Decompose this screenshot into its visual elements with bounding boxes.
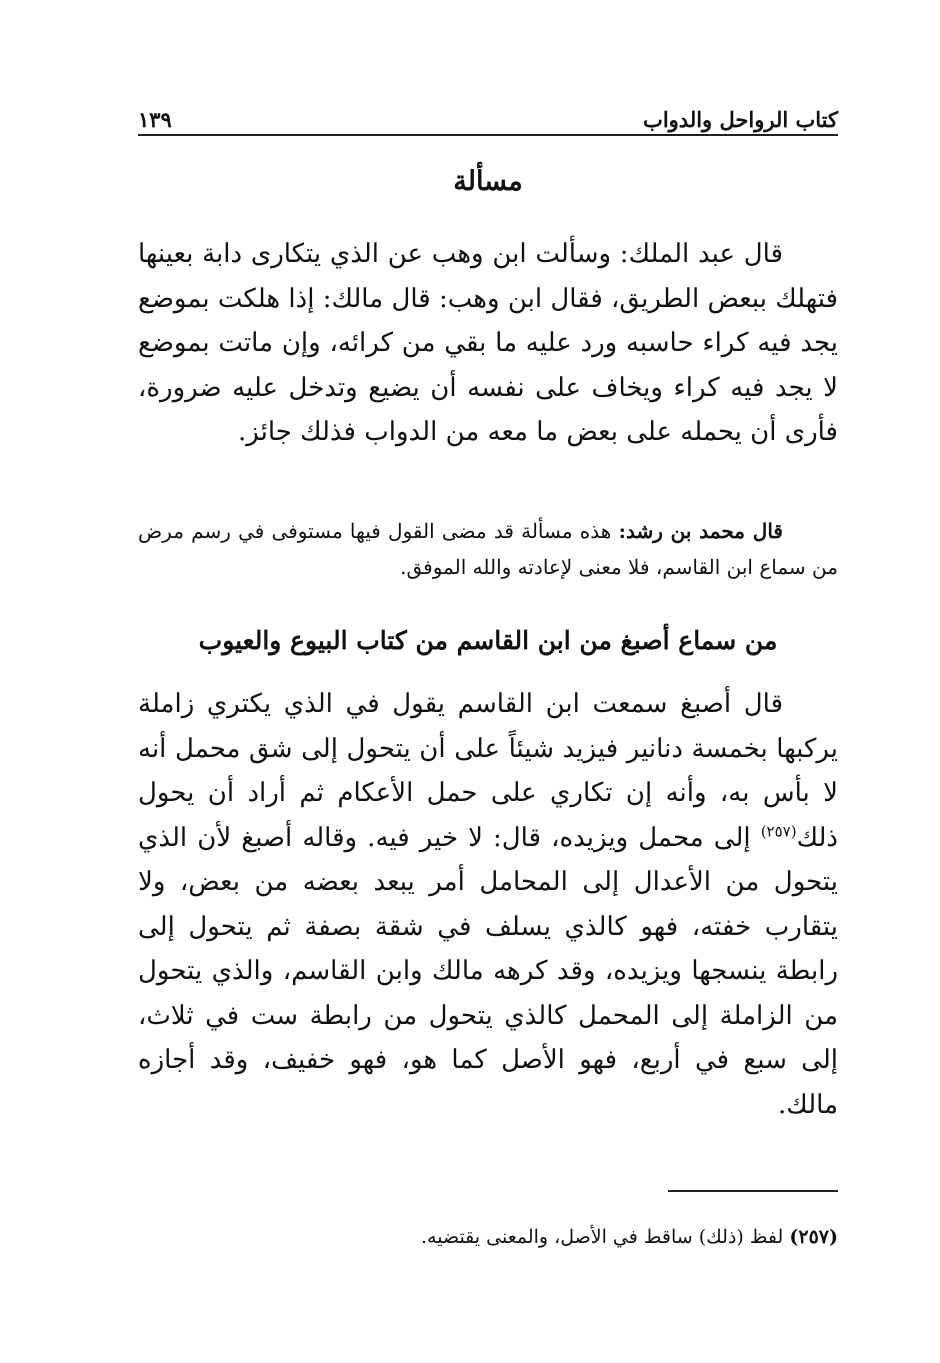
footnote-rule — [668, 1190, 838, 1192]
commentary-paragraph — [138, 513, 838, 585]
footnote-number: (٢٥٧) — [789, 1226, 838, 1248]
commentary-text: هذه مسألة قد مضى القول فيها مستوفى في رسم مرض من سماع ابن القاسم، فلا معنى لإعادته والله الموفق. — [138, 519, 838, 579]
page-number: ١٣٩ — [138, 107, 172, 132]
book-title: كتاب الرواحل والدواب — [643, 107, 838, 132]
paragraph-question — [138, 232, 838, 455]
paragraph-asbagh — [138, 682, 838, 1127]
paragraph-question-text: قال عبد الملك: وسألت ابن وهب عن الذي يتكارى دابة بعينها فتهلك ببعض الطريق، فقال ابن وهب: قال مالك: إذا هلكت بموضع يجد فيه كراء حاسبه ورد عليه ما بقي من كرائه، وإن ماتت بموضع لا يجد فيه كراء ويخاف على نفسه أن يضيع وتدخل عليه ضرورة، فأرى أن يحمله على بعض ما معه من الدواب فذلك جائز. — [138, 239, 838, 447]
footnote — [138, 1222, 838, 1252]
header-rule — [138, 134, 838, 136]
footnote-reference[interactable]: (٢٥٧) — [760, 821, 797, 840]
commentary-lead: قال محمد بن رشد: — [618, 519, 783, 543]
subsection-heading: من سماع أصبغ من ابن القاسم من كتاب البيوع والعيوب — [198, 626, 778, 655]
paragraph-asbagh-text-after: إلى محمل ويزيده، قال: لا خير فيه. وقاله أصبغ لأن الذي يتحول من الأعدال إلى المحامل أمر يبعد بعضه من بعض، ولا يتقارب خفته، فهو كالذي يسلف في شقة بصفة ثم يتحول إلى رابطة ينسجها ويزيده، وقد كرهه مالك وابن القاسم، والذي يتحول من الزاملة إلى المحمل كالذي يتحول من رابطة ست في ثلاث، إلى سبع في أربع، فهو الأصل كما هو، فهو خفيف، وقد أجازه مالك. — [138, 822, 838, 1120]
paragraph-asbagh-text-before: قال أصبغ سمعت ابن القاسم يقول في الذي يكتري زاملة يركبها بخمسة دنانير فيزيد شيئاً على أن يتحول إلى شق محمل أنه لا بأس به، وأنه إن تكاري على حمل الأعكام ثم أراد أن يحول ذلك — [138, 689, 838, 853]
section-heading: مسألة — [453, 166, 523, 197]
footnote-text: لفظ (ذلك) ساقط في الأصل، والمعنى يقتضيه. — [421, 1226, 784, 1248]
running-header — [138, 98, 838, 132]
